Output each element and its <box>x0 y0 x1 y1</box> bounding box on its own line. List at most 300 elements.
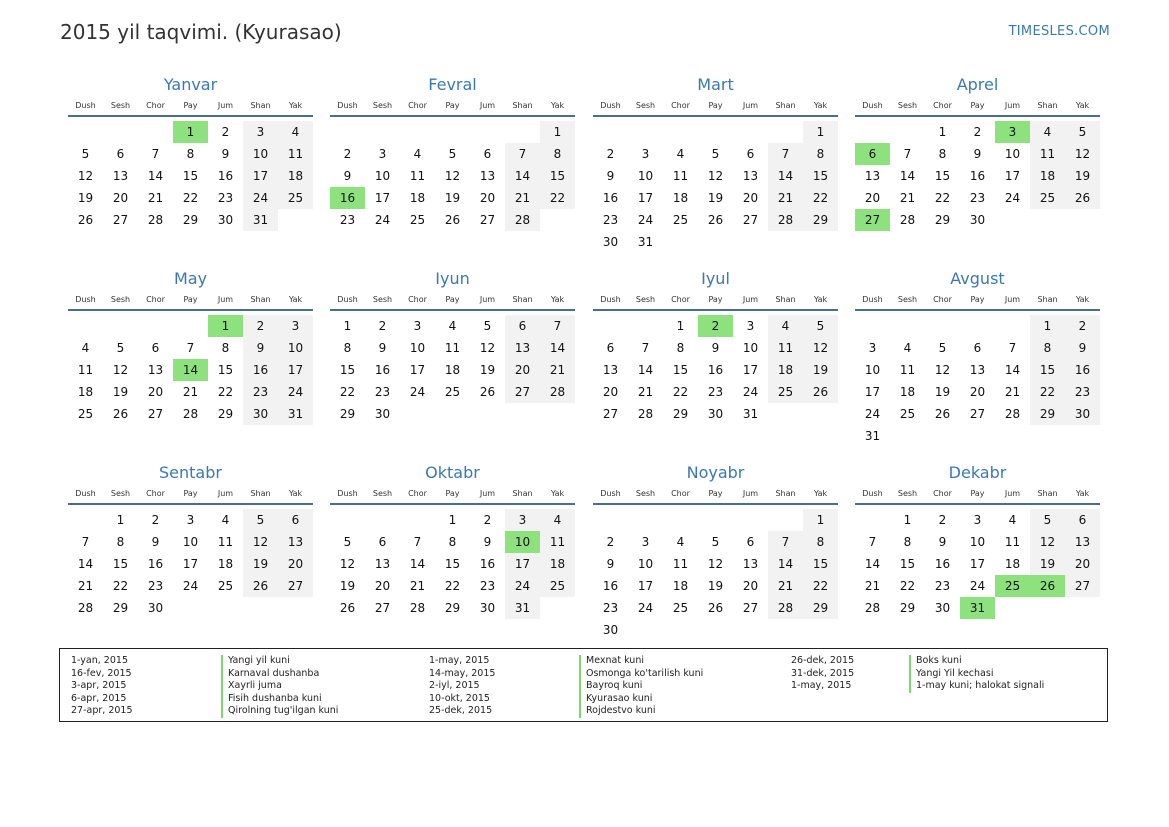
day-cell: 14 <box>409 557 426 571</box>
day-cell: 11 <box>899 363 916 377</box>
weekday-label: Yak <box>550 295 565 304</box>
day-cell: 29 <box>899 601 916 615</box>
day-cell: 25 <box>278 187 313 209</box>
weekday-label: Chor <box>146 489 165 498</box>
day-cell: 15 <box>672 363 689 377</box>
empty-cell <box>628 315 663 337</box>
day-cell: 9 <box>483 535 492 549</box>
empty-cell <box>663 509 698 531</box>
day-cell: 1 <box>343 319 352 333</box>
holiday-day-cell: 25 <box>995 575 1030 597</box>
day-cell: 20 <box>479 191 496 205</box>
day-cell: 2 <box>243 315 278 337</box>
empty-cell <box>855 509 890 531</box>
day-cell: 8 <box>938 147 947 161</box>
day-cell: 27 <box>147 407 164 421</box>
day-cell: 17 <box>278 359 313 381</box>
day-cell: 5 <box>803 315 838 337</box>
day-cell: 24 <box>278 381 313 403</box>
day-cell: 22 <box>899 579 916 593</box>
day-cell: 3 <box>868 341 877 355</box>
day-cell: 31 <box>864 429 881 443</box>
weekday-label: Pay <box>708 295 723 304</box>
day-cell: 27 <box>505 381 540 403</box>
month-iyul <box>593 269 838 425</box>
day-cell: 24 <box>742 385 759 399</box>
day-cell: 24 <box>637 601 654 615</box>
day-cell: 14 <box>637 363 654 377</box>
day-cell: 20 <box>969 385 986 399</box>
day-cell: 15 <box>899 557 916 571</box>
weekday-label: Sesh <box>110 101 131 110</box>
day-cell: 10 <box>1004 147 1021 161</box>
day-cell: 17 <box>637 579 654 593</box>
day-cell: 4 <box>1008 513 1017 527</box>
empty-cell <box>68 121 103 143</box>
holiday-day-cell: 2 <box>698 315 733 337</box>
weekday-label: Pay <box>183 295 198 304</box>
day-cell: 7 <box>540 315 575 337</box>
day-cell: 14 <box>505 165 540 187</box>
weekday-header <box>593 488 838 505</box>
day-cell: 15 <box>803 553 838 575</box>
day-grid <box>855 315 1100 447</box>
day-cell: 11 <box>444 341 461 355</box>
weekday-label: Jum <box>217 101 234 110</box>
day-cell: 17 <box>182 557 199 571</box>
day-cell: 22 <box>672 385 689 399</box>
legend-holiday: Osmonga ko'tarilish kuni <box>579 668 703 681</box>
day-cell: 25 <box>899 407 916 421</box>
weekday-label: Chor <box>933 295 952 304</box>
weekday-label: Shan <box>512 489 533 498</box>
day-cell: 29 <box>444 601 461 615</box>
weekday-label: Sesh <box>110 489 131 498</box>
empty-cell <box>768 509 803 531</box>
day-cell: 15 <box>182 169 199 183</box>
day-cell: 6 <box>378 535 387 549</box>
legend-holiday: Mexnat kuni <box>579 655 703 668</box>
day-cell: 27 <box>278 575 313 597</box>
weekday-label: Shan <box>512 101 533 110</box>
weekday-label: Yak <box>288 101 303 110</box>
day-cell: 25 <box>540 575 575 597</box>
site-link[interactable]: TIMESLES.COM <box>1008 24 1110 39</box>
day-cell: 17 <box>864 385 881 399</box>
day-cell: 4 <box>676 147 685 161</box>
day-cell: 4 <box>278 121 313 143</box>
weekday-label: Yak <box>550 101 565 110</box>
day-cell: 18 <box>1030 165 1065 187</box>
day-cell: 21 <box>768 187 803 209</box>
empty-cell <box>330 121 365 143</box>
day-cell: 28 <box>77 601 94 615</box>
day-cell: 25 <box>672 601 689 615</box>
day-cell: 21 <box>409 579 426 593</box>
empty-cell <box>103 121 138 143</box>
weekday-label: Shan <box>512 295 533 304</box>
day-cell: 30 <box>479 601 496 615</box>
day-cell: 24 <box>409 385 426 399</box>
day-cell: 8 <box>448 535 457 549</box>
day-cell: 25 <box>672 213 689 227</box>
day-cell: 3 <box>641 535 650 549</box>
day-grid <box>593 121 838 253</box>
day-cell: 24 <box>374 213 391 227</box>
day-cell: 13 <box>742 557 759 571</box>
weekday-label: Pay <box>445 295 460 304</box>
day-cell: 20 <box>278 553 313 575</box>
day-cell: 10 <box>243 143 278 165</box>
day-cell: 12 <box>243 531 278 553</box>
day-cell: 27 <box>479 213 496 227</box>
empty-cell <box>435 121 470 143</box>
day-cell: 1 <box>938 125 947 139</box>
day-cell: 23 <box>602 601 619 615</box>
day-cell: 13 <box>479 169 496 183</box>
day-cell: 19 <box>803 359 838 381</box>
legend-date: 1-may, 2015 <box>791 680 852 692</box>
day-cell: 28 <box>899 213 916 227</box>
day-cell: 19 <box>479 363 496 377</box>
day-cell: 5 <box>938 341 947 355</box>
day-cell: 10 <box>637 169 654 183</box>
day-cell: 29 <box>217 407 234 421</box>
day-cell: 8 <box>676 341 685 355</box>
day-cell: 4 <box>768 315 803 337</box>
day-cell: 29 <box>1030 403 1065 425</box>
day-cell: 2 <box>938 513 947 527</box>
day-cell: 21 <box>1004 385 1021 399</box>
day-cell: 13 <box>505 337 540 359</box>
day-cell: 30 <box>934 601 951 615</box>
month-dekabr <box>855 463 1100 619</box>
day-cell: 18 <box>77 385 94 399</box>
day-cell: 13 <box>969 363 986 377</box>
day-cell: 5 <box>711 147 720 161</box>
weekday-label: Dush <box>75 101 96 110</box>
weekday-label: Jum <box>1004 295 1021 304</box>
weekday-label: Pay <box>445 489 460 498</box>
empty-cell <box>960 315 995 337</box>
day-cell: 3 <box>243 121 278 143</box>
day-cell: 14 <box>768 165 803 187</box>
day-cell: 15 <box>112 557 129 571</box>
day-cell: 31 <box>278 403 313 425</box>
weekday-label: Shan <box>250 489 271 498</box>
day-cell: 2 <box>606 147 615 161</box>
day-cell: 22 <box>112 579 129 593</box>
day-cell: 13 <box>742 169 759 183</box>
day-cell: 24 <box>1004 191 1021 205</box>
day-cell: 9 <box>343 169 352 183</box>
weekday-label: Chor <box>671 295 690 304</box>
day-cell: 27 <box>1065 575 1100 597</box>
day-cell: 11 <box>672 557 689 571</box>
day-cell: 10 <box>742 341 759 355</box>
day-cell: 12 <box>112 363 129 377</box>
weekday-label: Dush <box>600 489 621 498</box>
day-cell: 16 <box>602 579 619 593</box>
day-cell: 25 <box>1030 187 1065 209</box>
weekday-label: Chor <box>146 295 165 304</box>
empty-cell <box>768 121 803 143</box>
weekday-label: Dush <box>862 101 883 110</box>
day-cell: 1 <box>803 509 838 531</box>
weekday-header <box>330 100 575 117</box>
day-cell: 3 <box>378 147 387 161</box>
weekday-label: Dush <box>600 101 621 110</box>
day-cell: 16 <box>479 557 496 571</box>
day-cell: 7 <box>186 341 195 355</box>
empty-cell <box>628 509 663 531</box>
day-cell: 9 <box>711 341 720 355</box>
weekday-label: Yak <box>1075 101 1090 110</box>
day-cell: 4 <box>221 513 230 527</box>
weekday-label: Yak <box>813 489 828 498</box>
day-cell: 10 <box>969 535 986 549</box>
legend-holiday: Fisih dushanba kuni <box>221 693 338 706</box>
legend-holiday: 1-may kuni; halokat signali <box>909 680 1044 693</box>
day-cell: 9 <box>606 169 615 183</box>
weekday-label: Yak <box>288 295 303 304</box>
day-cell: 5 <box>1030 509 1065 531</box>
day-cell: 30 <box>1065 403 1100 425</box>
legend-holiday: Boks kuni <box>909 655 1044 668</box>
weekday-label: Sesh <box>635 295 656 304</box>
day-cell: 10 <box>864 363 881 377</box>
day-cell: 12 <box>1065 143 1100 165</box>
day-cell: 29 <box>112 601 129 615</box>
empty-cell <box>733 121 768 143</box>
day-cell: 11 <box>1030 143 1065 165</box>
day-cell: 26 <box>1065 187 1100 209</box>
weekday-label: Dush <box>337 101 358 110</box>
weekday-label: Pay <box>183 101 198 110</box>
day-cell: 4 <box>540 509 575 531</box>
day-cell: 12 <box>934 363 951 377</box>
month-name: Oktabr <box>425 463 480 482</box>
day-cell: 23 <box>1065 381 1100 403</box>
legend-date: 10-okt, 2015 <box>429 692 490 704</box>
day-cell: 29 <box>803 209 838 231</box>
month-sentabr <box>68 463 313 619</box>
empty-cell <box>365 121 400 143</box>
day-cell: 20 <box>1065 553 1100 575</box>
day-cell: 9 <box>221 147 230 161</box>
empty-cell <box>593 509 628 531</box>
day-cell: 20 <box>742 579 759 593</box>
weekday-label: Sesh <box>110 295 131 304</box>
day-cell: 12 <box>707 169 724 183</box>
month-name: Iyul <box>701 269 730 288</box>
month-name: Fevral <box>428 75 477 94</box>
day-cell: 3 <box>505 509 540 531</box>
day-cell: 18 <box>278 165 313 187</box>
month-name: May <box>173 269 208 288</box>
day-cell: 18 <box>217 557 234 571</box>
day-cell: 29 <box>339 407 356 421</box>
weekday-label: Yak <box>1075 489 1090 498</box>
day-cell: 6 <box>1065 509 1100 531</box>
day-cell: 29 <box>182 213 199 227</box>
empty-cell <box>890 121 925 143</box>
day-cell: 30 <box>602 623 619 637</box>
day-cell: 23 <box>339 213 356 227</box>
day-cell: 14 <box>77 557 94 571</box>
day-cell: 3 <box>186 513 195 527</box>
day-cell: 26 <box>112 407 129 421</box>
day-cell: 12 <box>339 557 356 571</box>
weekday-label: Jum <box>742 295 759 304</box>
day-cell: 26 <box>479 385 496 399</box>
day-cell: 4 <box>676 535 685 549</box>
day-cell: 28 <box>540 381 575 403</box>
day-cell: 22 <box>182 191 199 205</box>
day-cell: 14 <box>899 169 916 183</box>
day-cell: 23 <box>243 381 278 403</box>
day-cell: 21 <box>147 191 164 205</box>
weekday-label: Chor <box>933 489 952 498</box>
weekday-label: Shan <box>775 295 796 304</box>
day-cell: 17 <box>505 553 540 575</box>
legend-holiday: Yangi yil kuni <box>221 655 338 668</box>
day-cell: 8 <box>903 535 912 549</box>
day-cell: 4 <box>1030 121 1065 143</box>
day-cell: 19 <box>934 385 951 399</box>
day-cell: 28 <box>637 407 654 421</box>
holiday-day-cell: 16 <box>330 187 365 209</box>
weekday-label: Chor <box>671 489 690 498</box>
empty-cell <box>138 121 173 143</box>
day-cell: 1 <box>116 513 125 527</box>
holiday-day-cell: 1 <box>208 315 243 337</box>
weekday-header <box>68 100 313 117</box>
day-cell: 14 <box>768 553 803 575</box>
day-cell: 18 <box>540 553 575 575</box>
day-cell: 17 <box>1004 169 1021 183</box>
legend-holiday: Yangi Yil kechasi <box>909 668 1044 681</box>
day-cell: 2 <box>973 125 982 139</box>
day-cell: 31 <box>637 235 654 249</box>
day-cell: 23 <box>969 191 986 205</box>
day-cell: 6 <box>973 341 982 355</box>
day-cell: 22 <box>217 385 234 399</box>
weekday-header <box>593 100 838 117</box>
day-grid <box>68 315 313 425</box>
month-oktabr <box>330 463 575 619</box>
day-cell: 5 <box>448 147 457 161</box>
day-cell: 29 <box>672 407 689 421</box>
day-cell: 21 <box>182 385 199 399</box>
day-cell: 10 <box>637 557 654 571</box>
day-cell: 19 <box>707 579 724 593</box>
empty-cell <box>593 315 628 337</box>
empty-cell <box>855 315 890 337</box>
weekday-label: Dush <box>862 295 883 304</box>
day-cell: 23 <box>217 191 234 205</box>
day-cell: 17 <box>742 363 759 377</box>
empty-cell <box>505 121 540 143</box>
legend-date: 26-dek, 2015 <box>791 655 855 666</box>
empty-cell <box>593 121 628 143</box>
day-cell: 22 <box>1030 381 1065 403</box>
day-cell: 10 <box>182 535 199 549</box>
empty-cell <box>698 121 733 143</box>
day-cell: 5 <box>1065 121 1100 143</box>
day-grid <box>593 509 838 641</box>
holiday-day-cell: 26 <box>1030 575 1065 597</box>
day-grid <box>593 315 838 425</box>
legend-date: 6-apr, 2015 <box>71 692 127 704</box>
day-cell: 24 <box>505 575 540 597</box>
month-name: Dekabr <box>948 463 1007 482</box>
weekday-header <box>855 488 1100 505</box>
day-cell: 9 <box>151 535 160 549</box>
day-cell: 9 <box>243 337 278 359</box>
day-cell: 6 <box>483 147 492 161</box>
day-cell: 28 <box>864 601 881 615</box>
day-cell: 20 <box>147 385 164 399</box>
weekday-label: Shan <box>775 101 796 110</box>
day-cell: 8 <box>343 341 352 355</box>
day-cell: 18 <box>672 579 689 593</box>
month-name: Sentabr <box>159 463 222 482</box>
weekday-label: Yak <box>550 489 565 498</box>
weekday-label: Sesh <box>897 295 918 304</box>
weekday-label: Jum <box>479 101 496 110</box>
day-cell: 6 <box>746 535 755 549</box>
weekday-label: Shan <box>250 101 271 110</box>
day-cell: 11 <box>77 363 94 377</box>
day-cell: 17 <box>637 191 654 205</box>
day-cell: 2 <box>606 535 615 549</box>
empty-cell <box>400 121 435 143</box>
day-cell: 4 <box>903 341 912 355</box>
day-cell: 6 <box>746 147 755 161</box>
day-cell: 17 <box>409 363 426 377</box>
weekday-label: Chor <box>408 101 427 110</box>
weekday-label: Dush <box>75 295 96 304</box>
day-grid <box>330 509 575 619</box>
weekday-header <box>330 488 575 505</box>
day-cell: 7 <box>81 535 90 549</box>
day-grid <box>330 121 575 231</box>
day-cell: 14 <box>147 169 164 183</box>
day-cell: 20 <box>112 191 129 205</box>
day-cell: 17 <box>374 191 391 205</box>
day-cell: 3 <box>746 319 755 333</box>
day-cell: 8 <box>186 147 195 161</box>
day-cell: 25 <box>77 407 94 421</box>
empty-cell <box>663 121 698 143</box>
day-cell: 16 <box>1065 359 1100 381</box>
weekday-header <box>68 488 313 505</box>
weekday-header <box>330 294 575 311</box>
day-cell: 19 <box>77 191 94 205</box>
weekday-label: Pay <box>183 489 198 498</box>
day-cell: 12 <box>1030 531 1065 553</box>
day-cell: 24 <box>243 187 278 209</box>
weekday-label: Dush <box>75 489 96 498</box>
weekday-label: Shan <box>775 489 796 498</box>
day-cell: 12 <box>479 341 496 355</box>
month-mart <box>593 75 838 253</box>
day-cell: 28 <box>1004 407 1021 421</box>
empty-cell <box>855 121 890 143</box>
day-cell: 31 <box>742 407 759 421</box>
day-cell: 19 <box>1065 165 1100 187</box>
